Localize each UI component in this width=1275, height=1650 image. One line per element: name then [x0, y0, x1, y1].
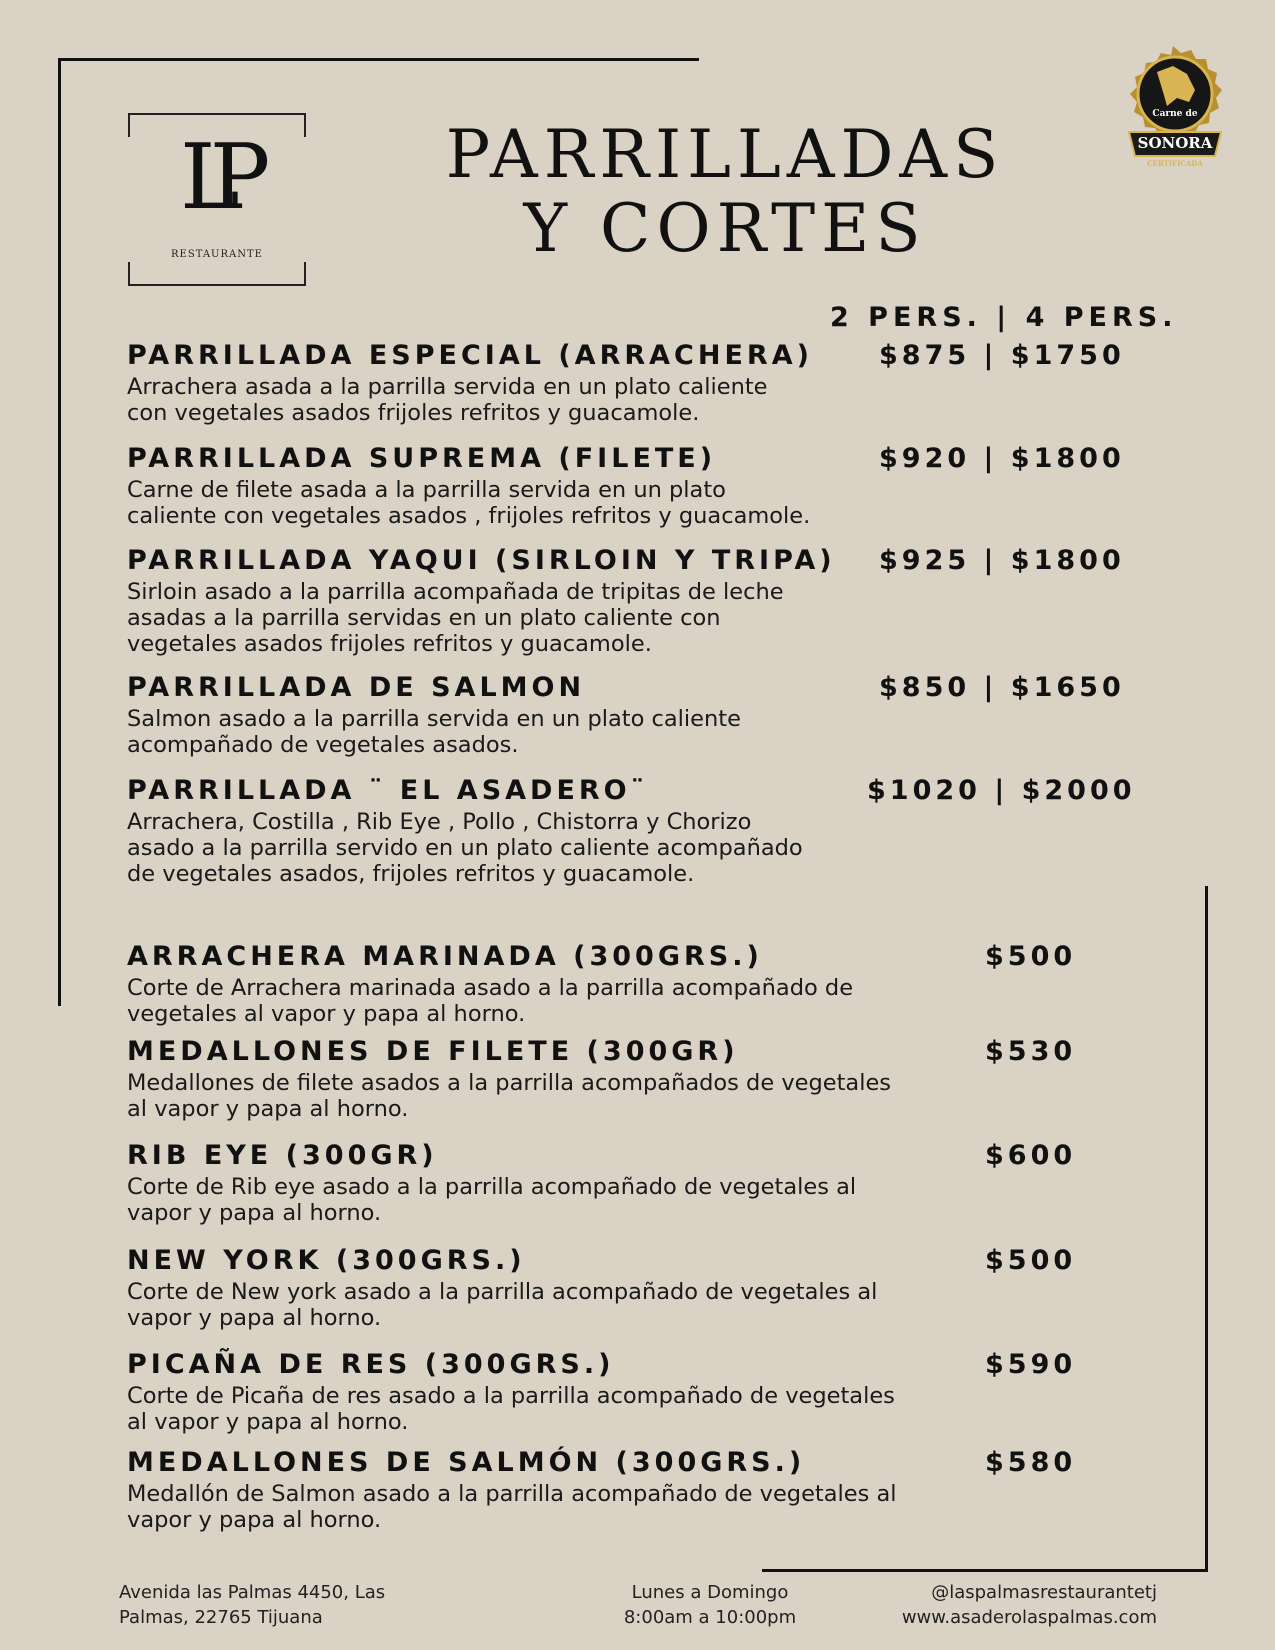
- item-name: PICAÑA DE RES (300GRS.): [127, 1349, 615, 1380]
- item-name: PARRILLADA DE SALMON: [127, 672, 586, 703]
- item-name: RIB EYE (300GR): [127, 1140, 438, 1171]
- item-price: $500: [985, 941, 1077, 972]
- item-description: Salmon asado a la parrilla servida en un plato caliente acompañado de vegetales asados.: [127, 706, 741, 758]
- item-name: ARRACHERA MARINADA (300GRS.): [127, 941, 763, 972]
- title-line-1: PARRILLADAS: [445, 116, 1005, 193]
- frame-right-line: [1205, 886, 1208, 1572]
- item-price: $850 | $1650: [879, 672, 1125, 703]
- address-line-1: Avenida las Palmas 4450, Las: [119, 1582, 386, 1603]
- restaurant-logo: [128, 113, 306, 286]
- item-name: PARRILLADA YAQUI (SIRLOIN Y TRIPA): [127, 545, 836, 576]
- page-title: [400, 118, 1050, 266]
- carne-de-sonora-seal: [1115, 44, 1231, 174]
- frame-bottom-line: [762, 1569, 1208, 1572]
- item-name: PARRILLADA ESPECIAL (ARRACHERA): [127, 340, 813, 371]
- social-handle[interactable]: @laspalmasrestaurantetj: [931, 1582, 1157, 1603]
- logo-subtitle: RESTAURANTE: [171, 249, 263, 260]
- frame-left-line: [58, 58, 61, 1006]
- footer-address: [119, 1580, 385, 1630]
- item-name: NEW YORK (300GRS.): [127, 1245, 526, 1276]
- seal-text-1: Carne de: [1152, 109, 1198, 119]
- item-price: $530: [985, 1036, 1077, 1067]
- item-description: Sirloin asado a la parrilla acompañada de tripitas de leche asadas a la parrilla servidas en un plato caliente con vegetales asados frijoles refritos y guacamole.: [127, 579, 784, 657]
- frame-top-line: [58, 58, 699, 61]
- item-description: Corte de Arrachera marinada asado a la parrilla acompañado de vegetales al vapor y papa al horno.: [127, 975, 854, 1027]
- item-description: Arrachera, Costilla , Rib Eye , Pollo , Chistorra y Chorizo asado a la parrilla servido en un plato caliente acompañado de vegetales asados, frijoles refritos y guacamole.: [127, 809, 803, 887]
- footer-contact: [902, 1580, 1157, 1630]
- item-price: $590: [985, 1349, 1077, 1380]
- hours-days: Lunes a Domingo: [631, 1582, 789, 1603]
- item-description: Carne de filete asada a la parrilla servida en un plato caliente con vegetales asados , frijoles refritos y guacamole.: [127, 477, 811, 529]
- item-description: Medallón de Salmon asado a la parrilla acompañado de vegetales al vapor y papa al horno.: [127, 1481, 897, 1533]
- item-name: MEDALLONES DE FILETE (300GR): [127, 1036, 739, 1067]
- item-description: Medallones de filete asados a la parrilla acompañados de vegetales al vapor y papa al horno.: [127, 1070, 892, 1122]
- hours-time: 8:00am a 10:00pm: [623, 1607, 797, 1628]
- item-price: $925 | $1800: [879, 545, 1125, 576]
- item-price: $920 | $1800: [879, 443, 1125, 474]
- item-name: MEDALLONES DE SALMÓN (300GRS.): [127, 1447, 806, 1478]
- item-price: $500: [985, 1245, 1077, 1276]
- item-description: Corte de Rib eye asado a la parrilla acompañado de vegetales al vapor y papa al horno.: [127, 1174, 857, 1226]
- seal-text-2: SONORA: [1137, 134, 1213, 152]
- item-price: $1020 | $2000: [867, 775, 1136, 806]
- item-description: Arrachera asada a la parrilla servida en un plato caliente con vegetales asados frijoles refritos y guacamole.: [127, 374, 768, 426]
- item-description: Corte de Picaña de res asado a la parrilla acompañado de vegetales al vapor y papa al horno.: [127, 1383, 895, 1435]
- item-name: PARRILLADA ¨ EL ASADERO¨: [127, 775, 649, 806]
- logo-monogram: LP: [180, 125, 241, 230]
- seal-text-3: CERTIFICADA: [1147, 159, 1203, 168]
- title-line-2: Y CORTES: [523, 190, 927, 267]
- item-price: $875 | $1750: [879, 340, 1125, 371]
- website-link[interactable]: www.asaderolaspalmas.com: [901, 1607, 1157, 1628]
- item-price: $580: [985, 1447, 1077, 1478]
- item-description: Corte de New york asado a la parrilla acompañado de vegetales al vapor y papa al horno.: [127, 1279, 878, 1331]
- address-line-2: Palmas, 22765 Tijuana: [119, 1607, 323, 1628]
- item-price: $600: [985, 1140, 1077, 1171]
- footer-hours: [540, 1580, 880, 1630]
- portion-columns-header: 2 PERS. | 4 PERS.: [830, 302, 1178, 333]
- item-name: PARRILLADA SUPREMA (FILETE): [127, 443, 717, 474]
